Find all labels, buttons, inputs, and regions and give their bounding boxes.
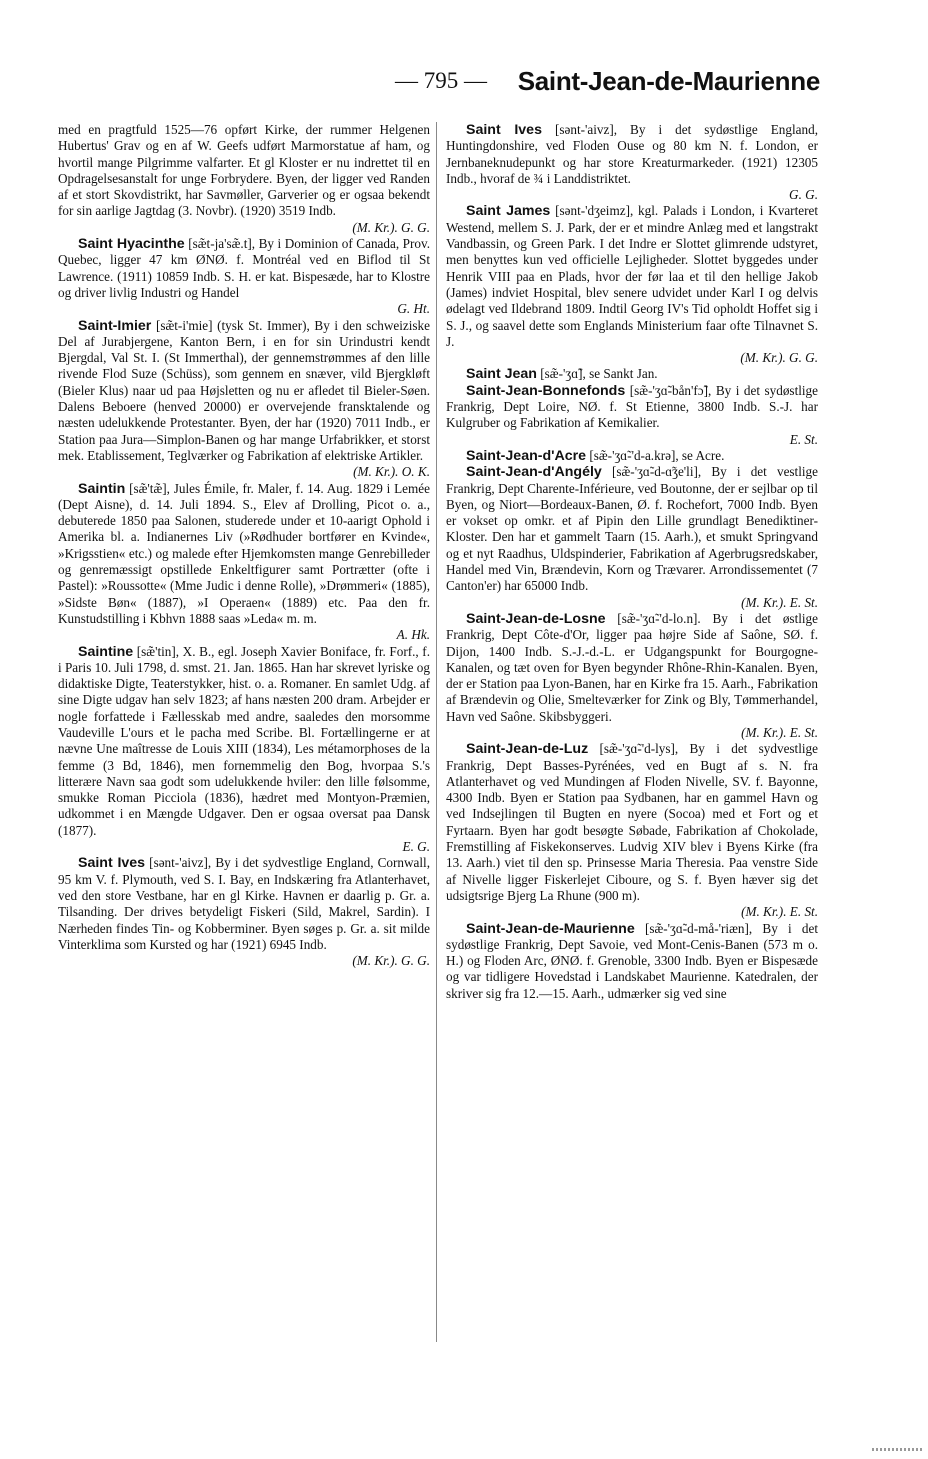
dictionary-entry (58, 481, 430, 644)
entry-text: [sæ̃-'ʒɑ̃-'d-lo.n]. By i det østlige Frankrig, Dept Côte-d'Or, ligger paa højre Side af Saône, SØ. f. Dijon, 1400 Indb. S.-J.-d.-L. er Udgangspunkt for Bourgogne-Kanalen, og tæt oven for Byen begynder Rhône-Rhin-Kanalen. Byen, der er Station paa Lyon-Banen, har en Kirke fra 15. Aarh., Fabrikation af Brændevin og Olie, Smelteværker for Zink og Bly, Tømmerhandel, Havn ved Saône. Skibsbyggeri. (446, 610, 819, 724)
column-divider (436, 122, 437, 1342)
dictionary-entry (446, 383, 818, 448)
entry-headword: Saintine (78, 643, 134, 660)
dictionary-entry (446, 122, 818, 203)
entry-headword: Saint Ives (78, 855, 146, 872)
entry-signature: (M. Kr.). G. G. (740, 350, 818, 366)
entry-headword: Saint Ives (466, 122, 542, 138)
page-number: — 795 — (395, 68, 487, 93)
entry-text: [sæ̃-'ʒɑ̃], se Sankt Jan. (540, 366, 658, 382)
entry-headword: Saint-Jean-de-Maurienne (466, 920, 635, 937)
dictionary-entry (58, 644, 430, 856)
entry-headword: Saint James (466, 203, 551, 220)
right-column (446, 122, 818, 1002)
entry-headword: Saint-Jean-de-Losne (466, 610, 606, 627)
entry-signature: (M. Kr.). E. St. (741, 904, 818, 920)
dictionary-entry (446, 203, 818, 366)
entry-text: [sæ̃-'ʒɑ̃-bån'fɔ̃], By i det sydøstlige Frankrig, Dept Loire, NØ. f. St Etienne, 3800 Indb. S.-J. har Kulgruber og Fabrikation af Kemikalier. (446, 382, 819, 431)
entry-text: [sənt-'dʒeimz], kgl. Palads i London, i Kvarteret Westend, mellem S. J. Park, der er et mindre Anlæg med et langstrakt Vandbassin, og Green Park. I det Indre er Slottet glimrende udstyret, men benyttes kun ved officielle Lejligheder. Slottet byggedes under Henrik VIII paa en Plads, hvor der før laa et til den hellige Jakob (James) indviet Hospital, blev senere udvidet under Karl I og delvis ødelagt ved Ildebrand 1809. Indtil Georg IV's Tid opholdt Hoffet sig i S. J., og saavel dette som Englands Ministerium faar ofte Tilnavnet S. J. (446, 203, 818, 349)
entry-signature: (M. Kr.). E. St. (741, 594, 818, 610)
entry-headword: Saint-Jean-d'Acre (466, 447, 587, 464)
entry-signature: (M. Kr.). G. G. (352, 953, 430, 969)
dictionary-entry (446, 611, 818, 741)
dictionary-entry (58, 236, 430, 317)
entry-text: [sæ̃'tin], X. B., egl. Joseph Xavier Boniface, fr. Forf., f. i Paris 10. Juli 1798, d. smst. 21. Jan. 1865. Han har skrevet lyriske og didaktiske Digte, Teaterstykker, hist. o. a. Romaner. En samlet Udg. af sine Digte udgav han selv 1823; af hans næsten 200 dram. Arbejder er nogle forfattede i Fællesskab med andre, saaledes den morsomme Vaudeville L'ours et le pacha med Scribe. Bl. Fortællingerne er at nævne Une maîtresse de Louis XIII (1834), Les métamorphoses de la femme (3 Bd, 1846), men fornemmelig den Bog, hvorpaa S.'s litterære Navn saa godt som udelukkende hviler: den lille følsomme, smukke Roman Picciola (1836), hædret med Montyon-Præmien, udkommet i en Mængde Udgaver. Den er ogsaa oversat paa Dansk (1877). (58, 643, 430, 838)
dictionary-entry (58, 318, 430, 481)
entry-text: [sæ̃'tæ̃], Jules Émile, fr. Maler, f. 14. Aug. 1829 i Lemée (Dept Aisne), d. 14. Juli 1894. S., Elev af Drolling, Picot o. a., debuterede 1850 paa Salonen, studerede under et 10-aarigt Ophold i Amerika bl. a. Indianernes Liv (»Rødhuder bortfører en Kvinde«, »Krigsstien« etc.) og malede efter Hjemkomsten mange Genrebilleder og genremæssigt opstillede Enkeltfigurer samt Portrætter (ofte i Pastel): »Roussotte« (Mme Judic i denne Rolle), »Drømmeri« (1885), »Sidste Bøn« (1887), »I Operaen« (1889) etc. Paa den fr. Kunstudstilling i Kbhvn 1888 saas »Leda« m. m. (58, 480, 431, 626)
entry-signature: (M. Kr.). O. K. (353, 464, 430, 480)
dictionary-entry (446, 464, 818, 611)
entry-signature: A. Hk. (396, 627, 430, 643)
dictionary-entry (58, 855, 430, 969)
entry-headword: Saintin (78, 480, 126, 497)
dictionary-entry (446, 741, 818, 920)
entry-headword: Saint Jean (466, 366, 537, 383)
entry-signature: G. Ht. (397, 301, 430, 317)
entry-text: [sæ̃-'ʒɑ̃-d-må-'riæn], By i det sydøstlige Frankrig, Dept Savoie, ved Mont-Cenis-Banen (573 m o. H.) og Floden Arc, ØNØ. f. Grenoble, 3300 Indb. Byen er Bispesæde og var tidligere Hovedstad i Landskabet Maurienne. Katedralen, der skriver sig fra 12.—15. Aarh., udmærker sig ved sine (446, 920, 819, 1001)
entry-headword: Saint-Imier (78, 317, 152, 334)
entry-headword: Saint-Jean-d'Angély (466, 464, 602, 481)
entry-signature: (M. Kr.). E. St. (741, 724, 818, 740)
entry-text: [sæ̃-'ʒɑ̃-'d-lys], By i det sydvestlige Frankrig, Dept Basses-Pyrénées, ved en Bugt af s. N. fra Atlanterhavet og ved Mundingen af Floden Nivelle, SV. f. Bayonne, 4300 Indb. Byen er Station paa Sydbanen, har en gammel Havn og ved Indsejlingen til Bugten en nyere (Socoa) med et Fort og et Fyrtaarn. Byen har godt besøgte Søbade, Fabrikation af Chokolade, Fremstilling af Fiskekonserves. Ludvig XIV blev i Byens Kirke (fra 13. Aarh.) viet til den sp. Prinsesse Maria Theresia. Paa venstre Side af Nivelle ligger Fiskerlejet Ciboure, og S. f. Byen hæver sig det udsigtsrige Bjerg La Rhune (900 m). (446, 741, 818, 903)
entry-text: med en pragtfuld 1525—76 opført Kirke, der rummer Helgenen Hubertus' Grav og en af W. Geefs udført Marmorstatue af ham, og hvortil mange Pilgrimme valfarter. Et gl Kloster er nu indrettet til en Opdragelsesanstalt for unge Forbrydere. Byen, der ligger ved Randen af et stort Skovdistrikt, har Savmøller, Garverier og er ogsaa bekendt for sin aarlige Jagtdag (3. Novbr). (1920) 3519 Indb. (58, 122, 430, 219)
page-header (60, 62, 820, 102)
dictionary-entry (446, 366, 818, 382)
entry-headword: Saint Hyacinthe (78, 236, 185, 253)
entry-text: [sæ̃t-ja'sæ̃.t], By i Dominion of Canada, Prov. Quebec, ligger 47 km ØNØ. f. Montréal ved en Biflod til St Lawrence. (1911) 10859 Indb. S. H. er kat. Bispesæde, har to Klostre og driver livlig Industri og Handel (58, 236, 431, 300)
entry-text: [sæ̃t-i'mie] (tysk St. Immer), By i den schweiziske Del af Jurabjergene, Kanton Bern, i en for sin Urindustri kendt Bjergdal, Val St. I. (St Immerthal), der gennemstrømmes af den lille rivende Flod Suze (Schüss), som gennem en snæver, vild Bjergkløft (Bieler Klus) naar ud paa Højsletten og nu er afledet til Bieler-Søen. Dalens Beboere (henved 20000) er overvejende fransktalende og næsten udelukkende Protestanter. Byen, der har (1920) 7011 Indb., er Station paa Jura—Simplon-Banen og har mange Urfabrikker, et storst mek. Etablissement, Teglværker og Fabrikation af elektriske Artikler. (58, 317, 431, 463)
scan-speck (872, 1448, 922, 1451)
running-head: Saint-Jean-de-Maurienne (517, 66, 820, 96)
entry-signature: E. G. (402, 839, 430, 855)
entry-text: [sæ̃-'ʒɑ̃-'d-a.krə], se Acre. (589, 447, 725, 463)
entry-headword: Saint-Jean-Bonnefonds (466, 382, 626, 399)
entry-headword: Saint-Jean-de-Luz (466, 741, 589, 758)
dictionary-entry (58, 122, 430, 236)
entry-signature: (M. Kr.). G. G. (352, 219, 430, 235)
entry-text: [sənt-'aivz], By i det sydøstlige England, Huntingdonshire, ved Floden Ouse og 80 km N. f. London, er Jernbaneknudepunkt og har store Kreaturmarkeder. (1921) 12305 Indb., hvoraf de ¾ i Landdistriktet. (446, 122, 818, 186)
entry-signature: E. St. (789, 431, 818, 447)
dictionary-entry (446, 448, 818, 464)
left-column (58, 122, 430, 969)
dictionary-entry (446, 921, 818, 1002)
entry-text: [sæ̃-'ʒɑ̃-d-ɑ̃ʒe'li], By i det vestlige Frankrig, Dept Charente-Inférieure, ved Boutonne, der er sejlbar op til Byen, og Niort—Bordeaux-Banen, Ø. f. Rochefort, 7000 Indb. Byen er vokset op omkr. et af Pipin den Lille grundlagt Benediktiner-Kloster. Den har et gammelt Taarn (15. Aarh.), et smukt Springvand og et nyt Raadhus, Uldspinderier, Fabrikation af Agerbrugsredskaber, Handel med Vin, Brændevin, Korn og Trævarer. Arrondissementet (7 Canton'er) har 65000 Indb. (446, 464, 818, 594)
entry-text: [sənt-'aivz], By i det sydvestlige England, Cornwall, 95 km V. f. Plymouth, ved S. I. Bay, en Indskæring fra Atlanterhavet, ved den store Vestbane, har en gl Kirke. Havnen er daarlig p. Gr. a. Tilsanding. Der drives betydeligt Fiskeri (Sild, Makrel, Sardin). I Nærheden findes Tin- og Kobberminer. Byen søges p. Gr. a. sit milde Vinterklima som Kursted og har (1921) 6945 Indb. (58, 855, 430, 952)
entry-signature: G. G. (789, 187, 818, 203)
